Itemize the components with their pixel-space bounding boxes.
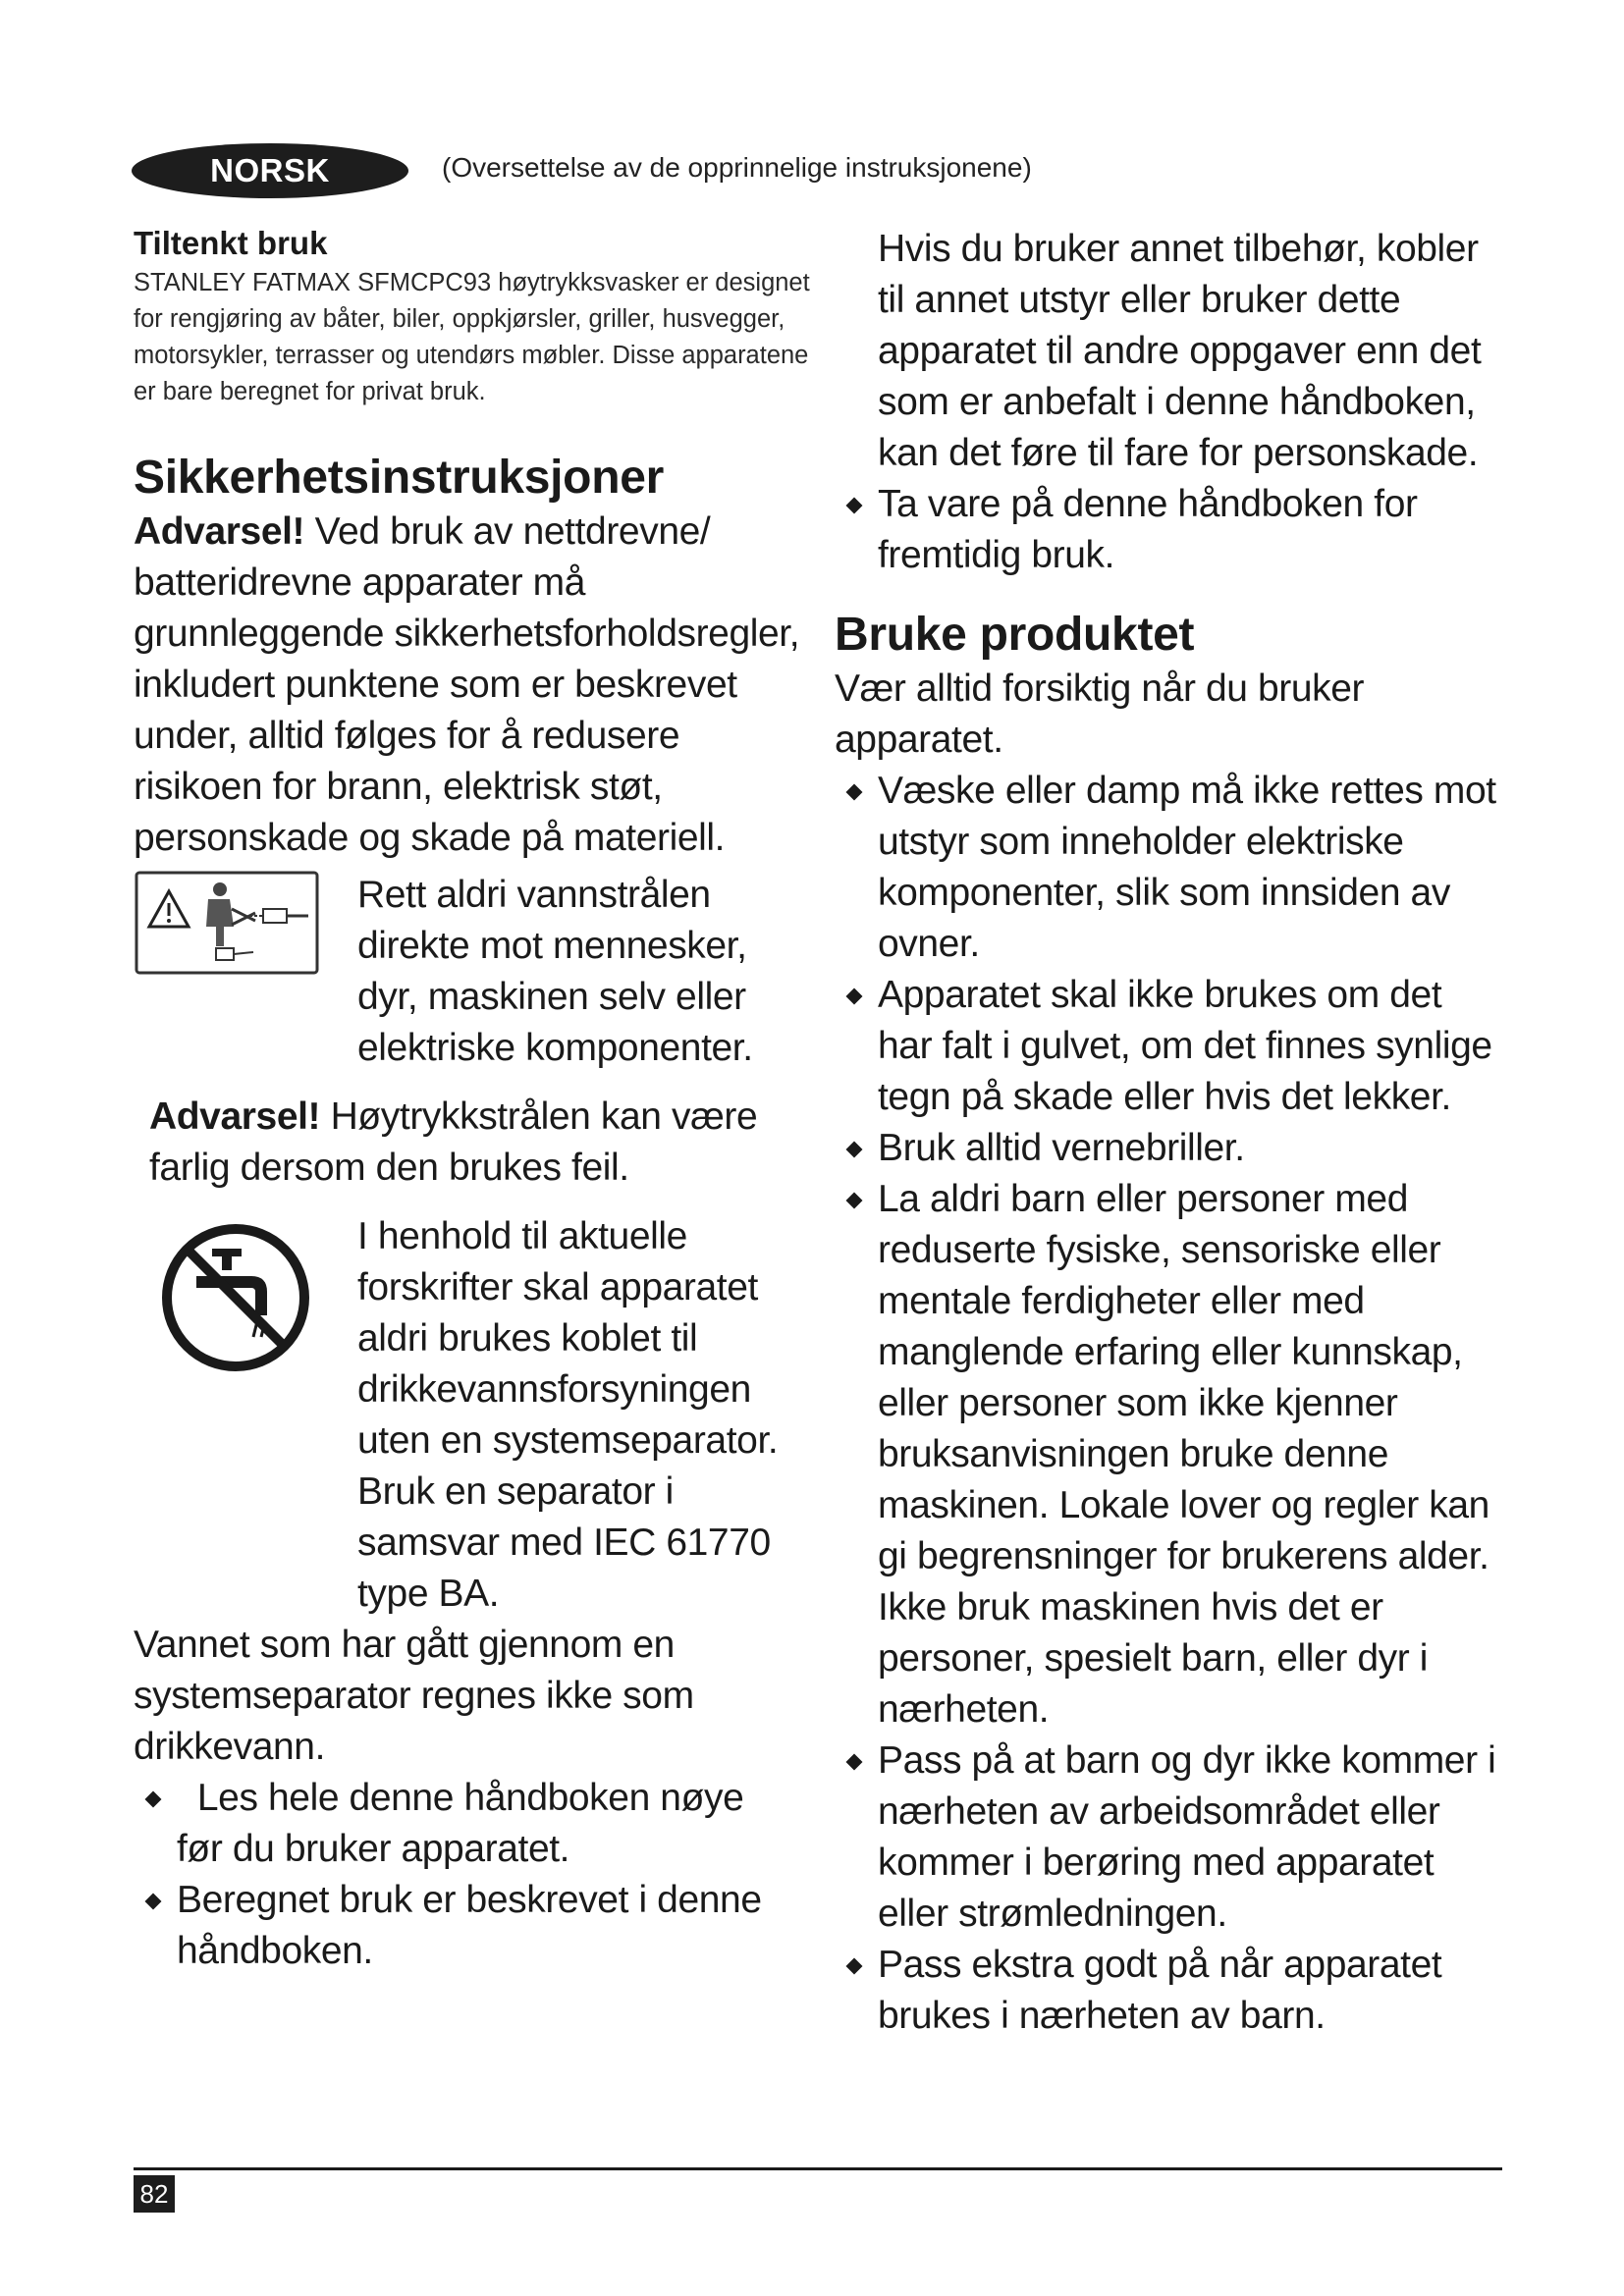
- translation-note: (Oversettelse av de opprinnelige instruksjonene): [442, 152, 1032, 183]
- spray-at-person-warning-icon: [134, 870, 320, 976]
- safety-warning-paragraph: [134, 507, 811, 864]
- jet-warning-pictogram: [134, 870, 357, 1074]
- right-column: [835, 224, 1502, 2042]
- accessory-warning-continuation: Hvis du bruker annet tilbehør, kobler til annet utstyr eller bruker dette apparatet til andre oppgaver enn det som er anbefalt i denne håndboken, kan det føre til fare for personskade.: [878, 228, 1482, 474]
- list-item: Bruk alltid vernebriller.: [835, 1123, 1502, 1174]
- language-badge: NORSK: [132, 143, 408, 198]
- safety-heading: Sikkerhetsinstruksjoner: [134, 452, 664, 504]
- use-product-intro: Vær alltid forsiktig når du bruker apparatet.: [835, 667, 1365, 761]
- left-column: [134, 224, 811, 1977]
- jet-warning-text: Rett aldri vannstrålen direkte mot mennesker, dyr, maskinen selv eller elektriske komponenter.: [357, 874, 753, 1069]
- use-product-bullet-list: [835, 766, 1502, 2042]
- no-drinking-water-pictogram: [134, 1211, 357, 1620]
- list-item: Apparatet skal ikke brukes om det har falt i gulvet, om det finnes synlige tegn på skade eller hvis det lekker.: [835, 970, 1502, 1123]
- intended-use-heading: Tiltenkt bruk: [134, 225, 328, 261]
- intended-use-text: STANLEY FATMAX SFMCPC93 høytrykksvasker er designet for rengjøring av båter, biler, oppkjørsler, griller, husvegger, motorsykler, terrasser og utendørs møbler. Disse apparatene er bare beregnet for privat bruk.: [134, 269, 810, 405]
- bullet-diamond-icon: [846, 988, 863, 1005]
- use-product-heading: Bruke produktet: [835, 609, 1195, 661]
- warning2-text: Høytrykkstrålen kan være farlig dersom den brukes feil.: [149, 1095, 758, 1189]
- list-item: La aldri barn eller personer med reduserte fysiske, sensoriske eller mentale ferdigheter eller med manglende erfaring eller kunnskap, eller personer som ikke kjenner bruksanvisningen bruke denne maskinen. Lokale lover og regler kan gi begrensninger for brukerens alder. Ikke bruk maskinen hvis det er personer, spesielt barn, eller dyr i nærheten.: [835, 1174, 1502, 1735]
- warning2-label: Advarsel!: [149, 1095, 321, 1138]
- bullet-diamond-icon: [846, 1193, 863, 1209]
- system-separator-note: Vannet som har gått gjennom en systemseparator regnes ikke som drikkevann.: [134, 1624, 694, 1768]
- bullet-diamond-icon: [846, 1958, 863, 1975]
- high-pressure-warning: [134, 1092, 811, 1194]
- list-item: Les hele denne håndboken nøye før du bruker apparatet.: [134, 1773, 762, 1875]
- page-number: 82: [134, 2175, 175, 2213]
- warning-text: Ved bruk av nettdrevne/ batteridrevne apparater må grunnleggende sikkerhetsforholdsregler, inkludert punktene som er beskrevet under, alltid følges for å redusere risikoen for brann, elektrisk støt, personskade og skade på materiell.: [134, 510, 800, 859]
- list-item: Pass ekstra godt på når apparatet brukes i nærheten av barn.: [835, 1940, 1502, 2042]
- drinking-water-row: [134, 1211, 811, 1620]
- list-item: Pass på at barn og dyr ikke kommer i nærheten av arbeidsområdet eller kommer i berøring med apparatet eller strømledningen.: [835, 1735, 1502, 1940]
- footer-rule: [134, 2167, 1502, 2170]
- bullet-diamond-icon: [846, 784, 863, 801]
- no-drinking-water-connection-icon: [157, 1219, 314, 1376]
- bullet-diamond-icon: [846, 498, 863, 514]
- list-item: Ta vare på denne håndboken for fremtidig bruk.: [835, 479, 1502, 581]
- jet-warning-row: [134, 870, 811, 1074]
- list-item: Væske eller damp må ikke rettes mot utstyr som inneholder elektriske komponenter, slik som innsiden av ovner.: [835, 766, 1502, 970]
- warning-label: Advarsel!: [134, 510, 305, 553]
- bullet-diamond-icon: [846, 1754, 863, 1771]
- bullet-diamond-icon: [145, 1894, 162, 1910]
- bullet-diamond-icon: [145, 1791, 162, 1808]
- keep-manual-list: [835, 479, 1502, 581]
- list-item: Beregnet bruk er beskrevet i denne håndboken.: [134, 1875, 762, 1977]
- drinking-water-text: I henhold til aktuelle forskrifter skal apparatet aldri brukes koblet til drikkevannsforsyningen uten en systemseparator. Bruk en separator i samsvar med IEC 61770 type BA.: [357, 1215, 779, 1615]
- bullet-diamond-icon: [846, 1142, 863, 1158]
- safety-bullet-list: [134, 1773, 762, 1977]
